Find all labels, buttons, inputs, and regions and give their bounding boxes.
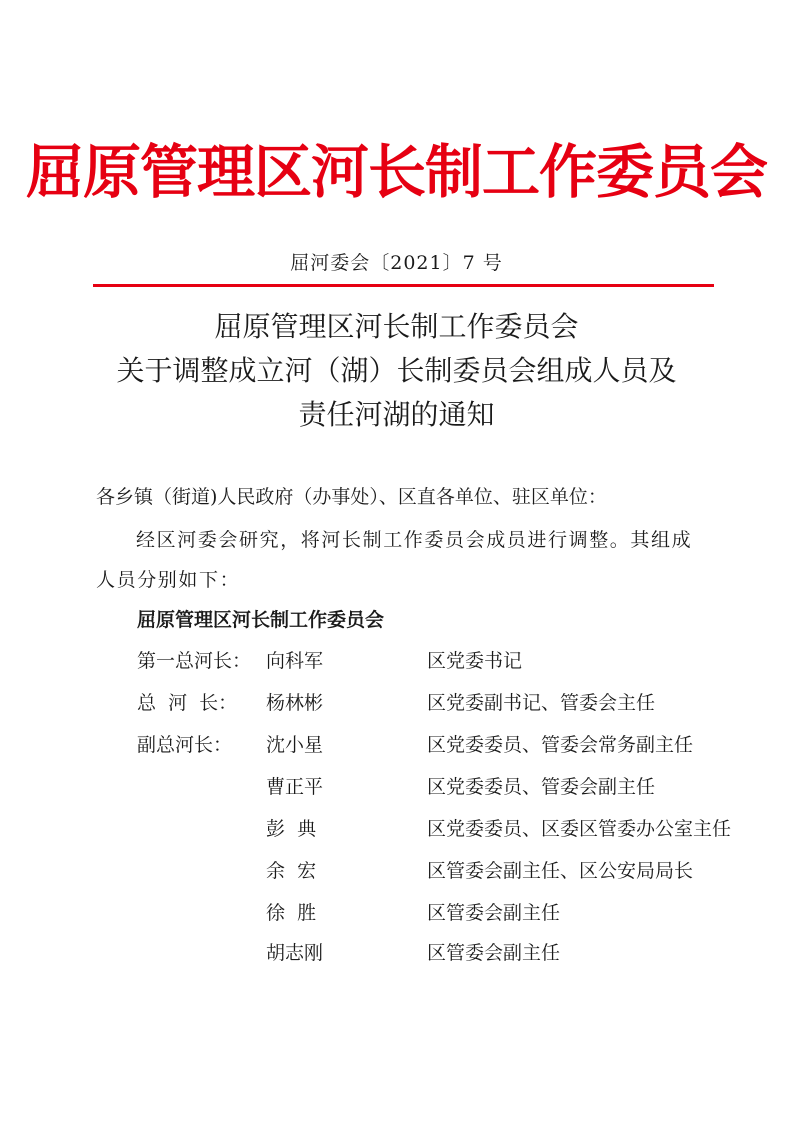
member-position: 区党委委员、管委会副主任: [427, 776, 656, 798]
document-number: 屈河委会〔2021〕7 号: [290, 252, 503, 274]
member-name: 余 宏: [266, 860, 317, 882]
addressee-line: 各乡镇（街道)人民政府（办事处）、区直各单位、驻区单位：: [96, 486, 607, 508]
committee-heading: 屈原管理区河长制工作委员会: [137, 609, 385, 631]
member-name: 向科军: [266, 650, 324, 672]
member-name: 徐 胜: [266, 902, 317, 924]
member-role: 总 河 长：: [137, 692, 238, 714]
member-position: 区党委委员、区委区管委办公室主任: [427, 818, 732, 840]
title-line-3: 责任河湖的通知: [298, 398, 495, 431]
member-position: 区党委委员、管委会常务副主任: [427, 734, 694, 756]
body-paragraph: 经区河委会研究，将河长制工作委员会成员进行调整。其组成人员分别如下：: [96, 529, 693, 591]
member-position: 区党委副书记、管委会主任: [427, 692, 656, 714]
red-header-issuer: 屈原管理区河长制工作委员会: [25, 138, 767, 206]
member-position: 区党委书记: [427, 650, 523, 672]
member-name: 沈小星: [266, 734, 324, 756]
member-role: 第一总河长：: [137, 650, 252, 672]
member-name: 曹正平: [266, 776, 324, 798]
member-position: 区管委会副主任: [427, 902, 561, 924]
red-divider-line: [93, 284, 714, 287]
member-position: 区管委会副主任: [427, 942, 561, 964]
member-name: 胡志刚: [266, 942, 324, 964]
member-position: 区管委会副主任、区公安局局长: [427, 860, 694, 882]
document-title: [0, 305, 793, 437]
member-role: 副总河长：: [137, 734, 233, 756]
title-line-1: 屈原管理区河长制工作委员会: [214, 310, 579, 343]
member-name: 彭 典: [266, 818, 317, 840]
member-name: 杨林彬: [266, 692, 324, 714]
title-line-2: 关于调整成立河（湖）长制委员会组成人员及: [116, 354, 677, 387]
